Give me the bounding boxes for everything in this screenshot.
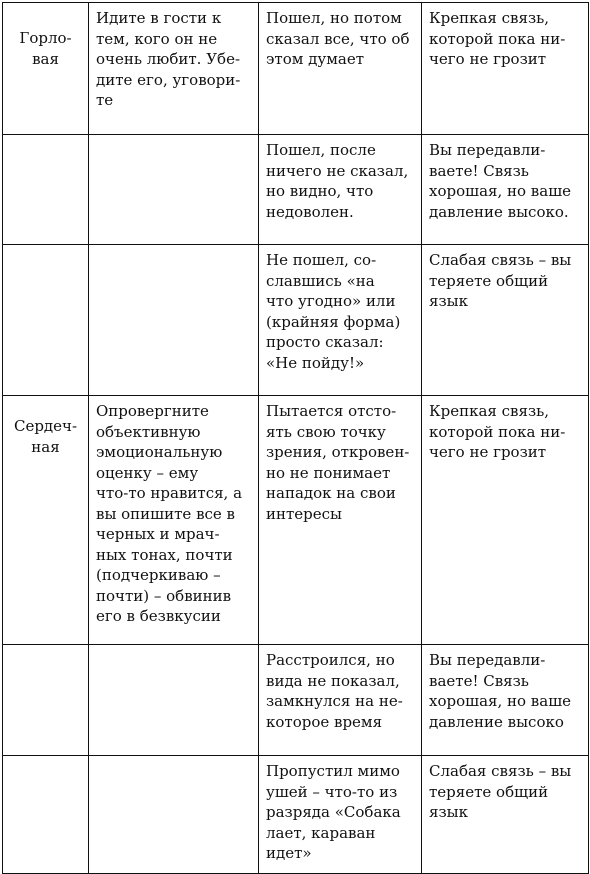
action-cell [89, 756, 259, 874]
result-cell: Слабая связь – вы теряете общий язык [422, 756, 589, 874]
reaction-cell: Расстроился, но вида не показал, замкнулся на не- которое время [259, 645, 422, 756]
reaction-cell: Не пошел, со- славшись «на что угодно» или (крайняя форма) просто сказал: «Не пойду!» [259, 245, 422, 396]
action-cell: Идите в гости к тем, кого он не очень любит. Убе- дите его, уговори- те [89, 3, 259, 135]
result-cell: Слабая связь – вы теряете общий язык [422, 245, 589, 396]
reaction-cell: Пытается отсто- ять свою точку зрения, откровен- но не понимает нападок на свои интересы [259, 396, 422, 645]
table-row [3, 3, 589, 135]
connection-type-cell: Сердеч- ная [3, 396, 89, 645]
reaction-cell: Пошел, после ничего не сказал, но видно, что недоволен. [259, 135, 422, 245]
result-cell: Крепкая связь, которой пока ни- чего не грозит [422, 396, 589, 645]
table-row [3, 245, 589, 396]
table-row [3, 135, 589, 245]
action-cell [89, 135, 259, 245]
action-cell [89, 245, 259, 396]
connection-type-cell: Горло- вая [3, 3, 89, 135]
result-cell: Крепкая связь, которой пока ни- чего не грозит [422, 3, 589, 135]
action-cell: Опровергните объективную эмоциональную оценку – ему что-то нравится, а вы опишите все в черных и мрач- ных тонах, почти (подчеркиваю – почти) – обвинив его в безвкусии [89, 396, 259, 645]
connection-type-cell [3, 135, 89, 245]
table-row [3, 645, 589, 756]
connection-type-cell [3, 245, 89, 396]
result-cell: Вы передавли- ваете! Связь хорошая, но ваше давление высоко. [422, 135, 589, 245]
table-row [3, 756, 589, 874]
reaction-cell: Пошел, но потом сказал все, что об этом думает [259, 3, 422, 135]
connection-type-cell [3, 645, 89, 756]
relationship-test-table [2, 2, 589, 874]
result-cell: Вы передавли- ваете! Связь хорошая, но ваше давление высоко [422, 645, 589, 756]
table-row [3, 396, 589, 645]
reaction-cell: Пропустил мимо ушей – что-то из разряда «Собака лает, караван идет» [259, 756, 422, 874]
action-cell [89, 645, 259, 756]
connection-type-cell [3, 756, 89, 874]
